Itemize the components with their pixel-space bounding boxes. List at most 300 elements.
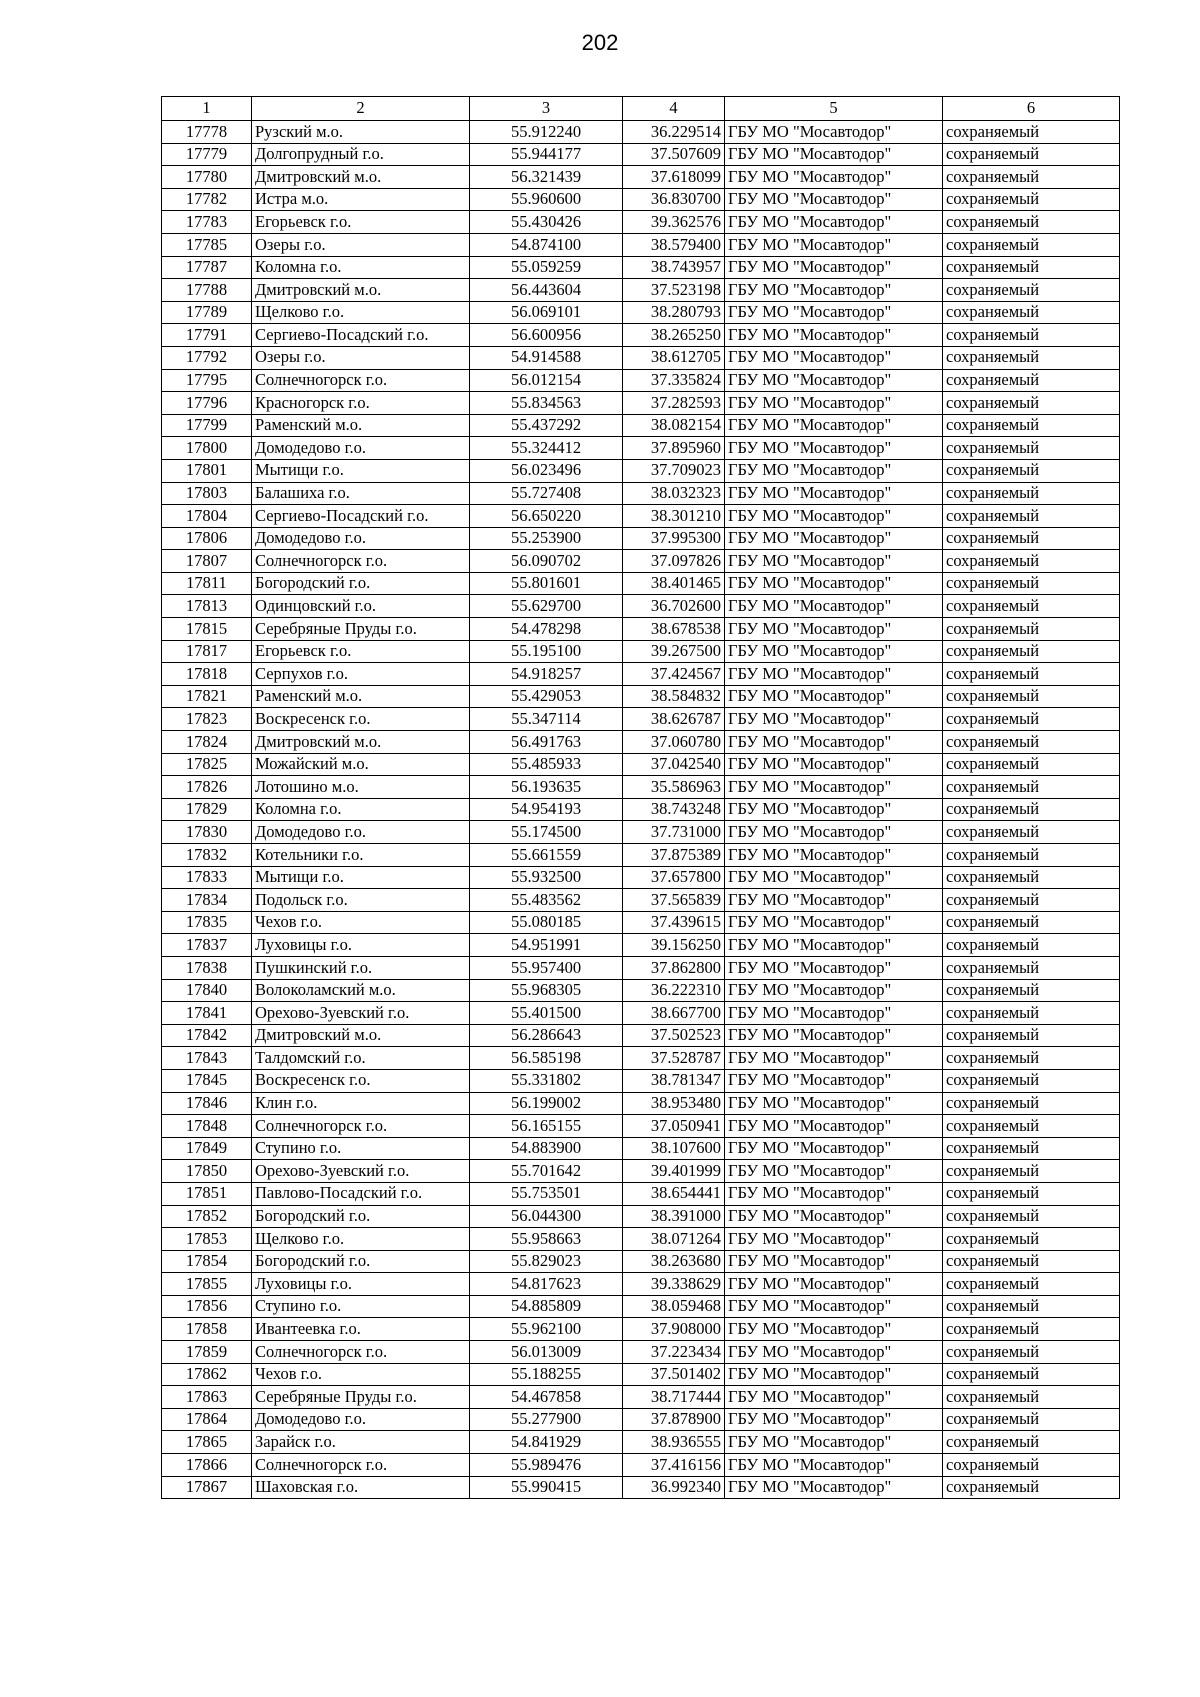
cell-longitude: 36.992340 — [623, 1476, 725, 1499]
cell-row-id: 17780 — [162, 166, 252, 189]
cell-owner: ГБУ МО "Мосавтодор" — [725, 1386, 943, 1409]
cell-owner: ГБУ МО "Мосавтодор" — [725, 437, 943, 460]
cell-municipality: Воскресенск г.о. — [252, 1069, 470, 1092]
cell-status: сохраняемый — [943, 776, 1120, 799]
cell-owner: ГБУ МО "Мосавтодор" — [725, 640, 943, 663]
cell-municipality: Луховицы г.о. — [252, 1273, 470, 1296]
cell-latitude: 56.090702 — [470, 550, 623, 573]
cell-row-id: 17845 — [162, 1069, 252, 1092]
cell-status: сохраняемый — [943, 1137, 1120, 1160]
table-row — [162, 934, 1120, 957]
cell-owner: ГБУ МО "Мосавтодор" — [725, 572, 943, 595]
column-header-3: 3 — [470, 97, 623, 121]
cell-municipality: Красногорск г.о. — [252, 392, 470, 415]
cell-longitude: 38.401465 — [623, 572, 725, 595]
cell-latitude: 55.080185 — [470, 911, 623, 934]
cell-longitude: 35.586963 — [623, 776, 725, 799]
cell-latitude: 55.957400 — [470, 956, 623, 979]
cell-status: сохраняемый — [943, 798, 1120, 821]
cell-latitude: 55.437292 — [470, 414, 623, 437]
cell-status: сохраняемый — [943, 1431, 1120, 1454]
cell-owner: ГБУ МО "Мосавтодор" — [725, 1002, 943, 1025]
cell-status: сохраняемый — [943, 1250, 1120, 1273]
table-row — [162, 1092, 1120, 1115]
cell-row-id: 17789 — [162, 301, 252, 324]
cell-status: сохраняемый — [943, 369, 1120, 392]
cell-latitude: 56.600956 — [470, 324, 623, 347]
cell-row-id: 17829 — [162, 798, 252, 821]
cell-status: сохраняемый — [943, 346, 1120, 369]
cell-longitude: 38.301210 — [623, 505, 725, 528]
table-row — [162, 414, 1120, 437]
cell-longitude: 37.501402 — [623, 1363, 725, 1386]
cell-status: сохраняемый — [943, 934, 1120, 957]
cell-municipality: Дмитровский м.о. — [252, 731, 470, 754]
cell-latitude: 55.932500 — [470, 866, 623, 889]
cell-longitude: 38.579400 — [623, 233, 725, 256]
cell-owner: ГБУ МО "Мосавтодор" — [725, 685, 943, 708]
cell-latitude: 54.841929 — [470, 1431, 623, 1454]
cell-municipality: Егорьевск г.о. — [252, 211, 470, 234]
cell-municipality: Богородский г.о. — [252, 1250, 470, 1273]
cell-row-id: 17864 — [162, 1408, 252, 1431]
table-row — [162, 527, 1120, 550]
table-header — [162, 97, 1120, 121]
cell-municipality: Коломна г.о. — [252, 798, 470, 821]
cell-longitude: 36.229514 — [623, 121, 725, 144]
cell-latitude: 56.199002 — [470, 1092, 623, 1115]
cell-row-id: 17813 — [162, 595, 252, 618]
cell-owner: ГБУ МО "Мосавтодор" — [725, 301, 943, 324]
cell-municipality: Солнечногорск г.о. — [252, 1454, 470, 1477]
cell-owner: ГБУ МО "Мосавтодор" — [725, 1115, 943, 1138]
table-row — [162, 1115, 1120, 1138]
cell-latitude: 54.467858 — [470, 1386, 623, 1409]
cell-latitude: 55.324412 — [470, 437, 623, 460]
table-row — [162, 437, 1120, 460]
cell-owner: ГБУ МО "Мосавтодор" — [725, 482, 943, 505]
cell-longitude: 38.265250 — [623, 324, 725, 347]
cell-municipality: Коломна г.о. — [252, 256, 470, 279]
cell-longitude: 36.830700 — [623, 188, 725, 211]
table-row — [162, 369, 1120, 392]
cell-latitude: 55.485933 — [470, 753, 623, 776]
cell-municipality: Серебряные Пруды г.о. — [252, 618, 470, 641]
cell-latitude: 56.165155 — [470, 1115, 623, 1138]
cell-latitude: 55.661559 — [470, 844, 623, 867]
cell-status: сохраняемый — [943, 595, 1120, 618]
cell-municipality: Клин г.о. — [252, 1092, 470, 1115]
cell-owner: ГБУ МО "Мосавтодор" — [725, 821, 943, 844]
cell-row-id: 17817 — [162, 640, 252, 663]
cell-municipality: Одинцовский г.о. — [252, 595, 470, 618]
cell-municipality: Домодедово г.о. — [252, 437, 470, 460]
cell-status: сохраняемый — [943, 1069, 1120, 1092]
cell-longitude: 37.416156 — [623, 1454, 725, 1477]
cell-status: сохраняемый — [943, 979, 1120, 1002]
table-row — [162, 211, 1120, 234]
cell-status: сохраняемый — [943, 324, 1120, 347]
cell-longitude: 37.895960 — [623, 437, 725, 460]
cell-latitude: 55.483562 — [470, 889, 623, 912]
cell-municipality: Ступино г.о. — [252, 1137, 470, 1160]
cell-row-id: 17855 — [162, 1273, 252, 1296]
cell-municipality: Зарайск г.о. — [252, 1431, 470, 1454]
cell-longitude: 37.335824 — [623, 369, 725, 392]
cell-owner: ГБУ МО "Мосавтодор" — [725, 346, 943, 369]
cell-longitude: 38.936555 — [623, 1431, 725, 1454]
cell-status: сохраняемый — [943, 866, 1120, 889]
cell-status: сохраняемый — [943, 1408, 1120, 1431]
cell-owner: ГБУ МО "Мосавтодор" — [725, 1454, 943, 1477]
cell-owner: ГБУ МО "Мосавтодор" — [725, 1024, 943, 1047]
cell-row-id: 17865 — [162, 1431, 252, 1454]
cell-owner: ГБУ МО "Мосавтодор" — [725, 1408, 943, 1431]
cell-latitude: 55.429053 — [470, 685, 623, 708]
cell-longitude: 38.667700 — [623, 1002, 725, 1025]
cell-owner: ГБУ МО "Мосавтодор" — [725, 753, 943, 776]
cell-row-id: 17852 — [162, 1205, 252, 1228]
cell-longitude: 38.953480 — [623, 1092, 725, 1115]
table-row — [162, 572, 1120, 595]
table-row — [162, 1137, 1120, 1160]
cell-municipality: Раменский м.о. — [252, 414, 470, 437]
table-row — [162, 1024, 1120, 1047]
cell-status: сохраняемый — [943, 482, 1120, 505]
table-row — [162, 301, 1120, 324]
cell-municipality: Сергиево-Посадский г.о. — [252, 505, 470, 528]
cell-latitude: 55.834563 — [470, 392, 623, 415]
cell-longitude: 37.424567 — [623, 663, 725, 686]
cell-longitude: 38.280793 — [623, 301, 725, 324]
cell-longitude: 37.862800 — [623, 956, 725, 979]
cell-status: сохраняемый — [943, 889, 1120, 912]
cell-municipality: Щелково г.о. — [252, 1228, 470, 1251]
table-row — [162, 640, 1120, 663]
cell-longitude: 38.626787 — [623, 708, 725, 731]
cell-municipality: Пушкинский г.о. — [252, 956, 470, 979]
cell-status: сохраняемый — [943, 121, 1120, 144]
table-row — [162, 346, 1120, 369]
cell-row-id: 17848 — [162, 1115, 252, 1138]
table-row — [162, 595, 1120, 618]
cell-longitude: 37.908000 — [623, 1318, 725, 1341]
cell-longitude: 38.391000 — [623, 1205, 725, 1228]
cell-longitude: 37.657800 — [623, 866, 725, 889]
cell-latitude: 54.478298 — [470, 618, 623, 641]
table-row — [162, 956, 1120, 979]
cell-latitude: 55.912240 — [470, 121, 623, 144]
cell-latitude: 55.430426 — [470, 211, 623, 234]
cell-longitude: 38.743957 — [623, 256, 725, 279]
cell-latitude: 54.951991 — [470, 934, 623, 957]
table-row — [162, 1250, 1120, 1273]
cell-latitude: 56.044300 — [470, 1205, 623, 1228]
cell-owner: ГБУ МО "Мосавтодор" — [725, 663, 943, 686]
cell-owner: ГБУ МО "Мосавтодор" — [725, 121, 943, 144]
cell-row-id: 17825 — [162, 753, 252, 776]
cell-status: сохраняемый — [943, 1092, 1120, 1115]
cell-owner: ГБУ МО "Мосавтодор" — [725, 1318, 943, 1341]
cell-latitude: 56.650220 — [470, 505, 623, 528]
cell-municipality: Ивантеевка г.о. — [252, 1318, 470, 1341]
table-row — [162, 1408, 1120, 1431]
cell-municipality: Балашиха г.о. — [252, 482, 470, 505]
cell-status: сохраняемый — [943, 1047, 1120, 1070]
cell-municipality: Сергиево-Посадский г.о. — [252, 324, 470, 347]
cell-latitude: 56.023496 — [470, 459, 623, 482]
cell-row-id: 17788 — [162, 279, 252, 302]
cell-latitude: 55.059259 — [470, 256, 623, 279]
cell-owner: ГБУ МО "Мосавтодор" — [725, 1137, 943, 1160]
cell-municipality: Орехово-Зуевский г.о. — [252, 1160, 470, 1183]
cell-owner: ГБУ МО "Мосавтодор" — [725, 1431, 943, 1454]
cell-owner: ГБУ МО "Мосавтодор" — [725, 143, 943, 166]
cell-status: сохраняемый — [943, 505, 1120, 528]
cell-owner: ГБУ МО "Мосавтодор" — [725, 866, 943, 889]
cell-row-id: 17859 — [162, 1341, 252, 1364]
table-row — [162, 844, 1120, 867]
cell-status: сохраняемый — [943, 437, 1120, 460]
column-header-4: 4 — [623, 97, 725, 121]
cell-longitude: 37.875389 — [623, 844, 725, 867]
cell-latitude: 55.958663 — [470, 1228, 623, 1251]
cell-row-id: 17803 — [162, 482, 252, 505]
cell-status: сохраняемый — [943, 188, 1120, 211]
cell-longitude: 38.263680 — [623, 1250, 725, 1273]
cell-latitude: 55.629700 — [470, 595, 623, 618]
cell-row-id: 17806 — [162, 527, 252, 550]
cell-latitude: 56.012154 — [470, 369, 623, 392]
cell-owner: ГБУ МО "Мосавтодор" — [725, 1228, 943, 1251]
cell-row-id: 17783 — [162, 211, 252, 234]
cell-latitude: 55.989476 — [470, 1454, 623, 1477]
cell-latitude: 55.962100 — [470, 1318, 623, 1341]
table-row — [162, 889, 1120, 912]
cell-longitude: 38.743248 — [623, 798, 725, 821]
cell-row-id: 17867 — [162, 1476, 252, 1499]
cell-status: сохраняемый — [943, 821, 1120, 844]
cell-row-id: 17795 — [162, 369, 252, 392]
cell-status: сохраняемый — [943, 1454, 1120, 1477]
table-row — [162, 256, 1120, 279]
cell-status: сохраняемый — [943, 211, 1120, 234]
cell-latitude: 55.944177 — [470, 143, 623, 166]
cell-row-id: 17856 — [162, 1295, 252, 1318]
cell-municipality: Мытищи г.о. — [252, 866, 470, 889]
cell-owner: ГБУ МО "Мосавтодор" — [725, 979, 943, 1002]
table-row — [162, 911, 1120, 934]
cell-municipality: Подольск г.о. — [252, 889, 470, 912]
cell-municipality: Можайский м.о. — [252, 753, 470, 776]
cell-municipality: Солнечногорск г.о. — [252, 369, 470, 392]
table-row — [162, 1431, 1120, 1454]
cell-municipality: Щелково г.о. — [252, 301, 470, 324]
cell-latitude: 56.013009 — [470, 1341, 623, 1364]
cell-longitude: 37.528787 — [623, 1047, 725, 1070]
cell-row-id: 17854 — [162, 1250, 252, 1273]
cell-owner: ГБУ МО "Мосавтодор" — [725, 1476, 943, 1499]
data-table — [161, 96, 1120, 1499]
table-row — [162, 121, 1120, 144]
cell-row-id: 17842 — [162, 1024, 252, 1047]
cell-row-id: 17791 — [162, 324, 252, 347]
cell-longitude: 37.502523 — [623, 1024, 725, 1047]
cell-status: сохраняемый — [943, 459, 1120, 482]
cell-municipality: Серебряные Пруды г.о. — [252, 1386, 470, 1409]
cell-latitude: 56.321439 — [470, 166, 623, 189]
table-row — [162, 979, 1120, 1002]
table-row — [162, 1386, 1120, 1409]
cell-owner: ГБУ МО "Мосавтодор" — [725, 1160, 943, 1183]
table-row — [162, 1318, 1120, 1341]
cell-latitude: 54.885809 — [470, 1295, 623, 1318]
header-row — [162, 97, 1120, 121]
cell-longitude: 38.781347 — [623, 1069, 725, 1092]
cell-owner: ГБУ МО "Мосавтодор" — [725, 776, 943, 799]
cell-owner: ГБУ МО "Мосавтодор" — [725, 550, 943, 573]
cell-latitude: 54.883900 — [470, 1137, 623, 1160]
cell-row-id: 17796 — [162, 392, 252, 415]
cell-status: сохраняемый — [943, 143, 1120, 166]
cell-latitude: 55.727408 — [470, 482, 623, 505]
cell-owner: ГБУ МО "Мосавтодор" — [725, 527, 943, 550]
cell-status: сохраняемый — [943, 1295, 1120, 1318]
cell-municipality: Истра м.о. — [252, 188, 470, 211]
cell-latitude: 55.990415 — [470, 1476, 623, 1499]
cell-longitude: 37.060780 — [623, 731, 725, 754]
cell-status: сохраняемый — [943, 301, 1120, 324]
cell-latitude: 54.817623 — [470, 1273, 623, 1296]
cell-longitude: 38.654441 — [623, 1182, 725, 1205]
cell-status: сохраняемый — [943, 1115, 1120, 1138]
cell-owner: ГБУ МО "Мосавтодор" — [725, 1341, 943, 1364]
cell-latitude: 55.801601 — [470, 572, 623, 595]
cell-longitude: 38.071264 — [623, 1228, 725, 1251]
cell-owner: ГБУ МО "Мосавтодор" — [725, 324, 943, 347]
cell-status: сохраняемый — [943, 1002, 1120, 1025]
cell-longitude: 39.156250 — [623, 934, 725, 957]
table-row — [162, 685, 1120, 708]
cell-longitude: 39.401999 — [623, 1160, 725, 1183]
cell-status: сохраняемый — [943, 1476, 1120, 1499]
cell-latitude: 56.286643 — [470, 1024, 623, 1047]
cell-row-id: 17866 — [162, 1454, 252, 1477]
cell-owner: ГБУ МО "Мосавтодор" — [725, 1250, 943, 1273]
cell-municipality: Солнечногорск г.о. — [252, 550, 470, 573]
cell-row-id: 17782 — [162, 188, 252, 211]
table-row — [162, 1205, 1120, 1228]
cell-owner: ГБУ МО "Мосавтодор" — [725, 1273, 943, 1296]
cell-longitude: 36.222310 — [623, 979, 725, 1002]
cell-owner: ГБУ МО "Мосавтодор" — [725, 1182, 943, 1205]
cell-latitude: 54.874100 — [470, 233, 623, 256]
cell-latitude: 55.188255 — [470, 1363, 623, 1386]
cell-owner: ГБУ МО "Мосавтодор" — [725, 166, 943, 189]
cell-owner: ГБУ МО "Мосавтодор" — [725, 844, 943, 867]
table-row — [162, 866, 1120, 889]
cell-latitude: 56.491763 — [470, 731, 623, 754]
cell-municipality: Солнечногорск г.о. — [252, 1341, 470, 1364]
cell-municipality: Дмитровский м.о. — [252, 279, 470, 302]
table-row — [162, 1341, 1120, 1364]
cell-status: сохраняемый — [943, 663, 1120, 686]
cell-status: сохраняемый — [943, 233, 1120, 256]
cell-row-id: 17832 — [162, 844, 252, 867]
cell-municipality: Чехов г.о. — [252, 1363, 470, 1386]
cell-municipality: Чехов г.о. — [252, 911, 470, 934]
cell-row-id: 17823 — [162, 708, 252, 731]
cell-status: сохраняемый — [943, 685, 1120, 708]
cell-owner: ГБУ МО "Мосавтодор" — [725, 1047, 943, 1070]
table-row — [162, 1454, 1120, 1477]
cell-owner: ГБУ МО "Мосавтодор" — [725, 934, 943, 957]
cell-owner: ГБУ МО "Мосавтодор" — [725, 889, 943, 912]
cell-longitude: 37.282593 — [623, 392, 725, 415]
cell-municipality: Дмитровский м.о. — [252, 166, 470, 189]
cell-status: сохраняемый — [943, 1228, 1120, 1251]
cell-latitude: 55.253900 — [470, 527, 623, 550]
cell-longitude: 38.678538 — [623, 618, 725, 641]
cell-longitude: 37.507609 — [623, 143, 725, 166]
cell-longitude: 37.042540 — [623, 753, 725, 776]
cell-owner: ГБУ МО "Мосавтодор" — [725, 256, 943, 279]
cell-longitude: 38.082154 — [623, 414, 725, 437]
table-row — [162, 459, 1120, 482]
page-number: 202 — [581, 30, 619, 55]
cell-owner: ГБУ МО "Мосавтодор" — [725, 731, 943, 754]
cell-status: сохраняемый — [943, 753, 1120, 776]
cell-municipality: Талдомский г.о. — [252, 1047, 470, 1070]
cell-row-id: 17833 — [162, 866, 252, 889]
cell-owner: ГБУ МО "Мосавтодор" — [725, 618, 943, 641]
cell-row-id: 17858 — [162, 1318, 252, 1341]
cell-row-id: 17846 — [162, 1092, 252, 1115]
cell-latitude: 55.829023 — [470, 1250, 623, 1273]
table-row — [162, 731, 1120, 754]
cell-row-id: 17785 — [162, 233, 252, 256]
table-row — [162, 482, 1120, 505]
cell-status: сохраняемый — [943, 166, 1120, 189]
cell-municipality: Воскресенск г.о. — [252, 708, 470, 731]
cell-municipality: Озеры г.о. — [252, 233, 470, 256]
cell-municipality: Котельники г.о. — [252, 844, 470, 867]
table-row — [162, 1182, 1120, 1205]
cell-latitude: 56.193635 — [470, 776, 623, 799]
cell-status: сохраняемый — [943, 844, 1120, 867]
table-row — [162, 798, 1120, 821]
cell-row-id: 17815 — [162, 618, 252, 641]
cell-row-id: 17851 — [162, 1182, 252, 1205]
cell-longitude: 37.523198 — [623, 279, 725, 302]
cell-row-id: 17779 — [162, 143, 252, 166]
column-header-6: 6 — [943, 97, 1120, 121]
cell-owner: ГБУ МО "Мосавтодор" — [725, 392, 943, 415]
table-row — [162, 821, 1120, 844]
cell-owner: ГБУ МО "Мосавтодор" — [725, 459, 943, 482]
cell-municipality: Егорьевск г.о. — [252, 640, 470, 663]
cell-municipality: Ступино г.о. — [252, 1295, 470, 1318]
cell-longitude: 37.097826 — [623, 550, 725, 573]
cell-row-id: 17838 — [162, 956, 252, 979]
cell-status: сохраняемый — [943, 392, 1120, 415]
cell-status: сохраняемый — [943, 256, 1120, 279]
cell-row-id: 17843 — [162, 1047, 252, 1070]
table-row — [162, 618, 1120, 641]
cell-municipality: Домодедово г.о. — [252, 821, 470, 844]
cell-status: сохраняемый — [943, 1341, 1120, 1364]
cell-municipality: Волоколамский м.о. — [252, 979, 470, 1002]
